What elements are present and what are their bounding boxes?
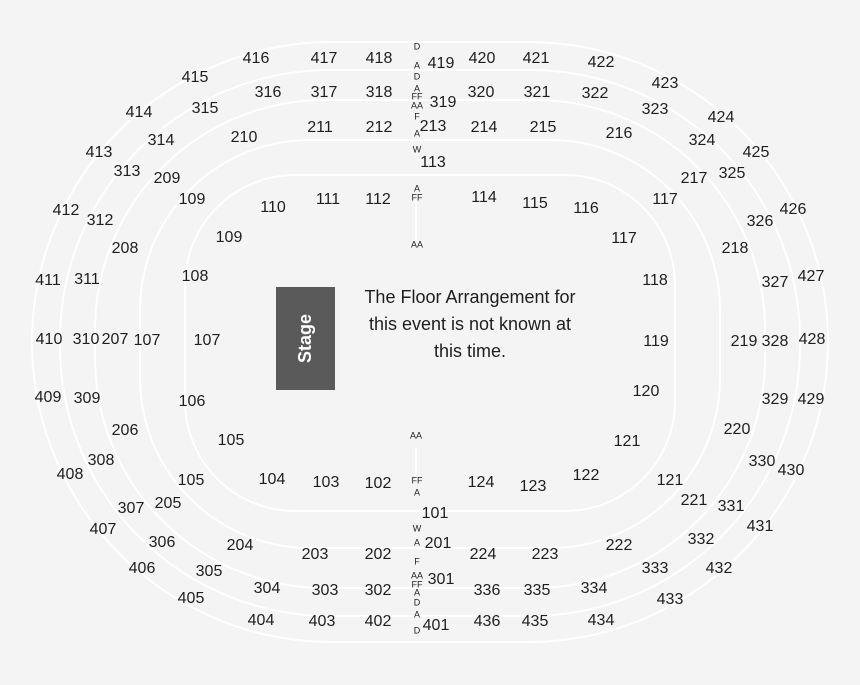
section-426[interactable]: 426	[779, 201, 807, 218]
section-401[interactable]: 401	[422, 617, 450, 634]
aisle-label: A	[413, 183, 421, 194]
section-410[interactable]: 410	[35, 331, 63, 348]
section-307[interactable]: 307	[117, 500, 145, 517]
section-334[interactable]: 334	[580, 580, 608, 597]
section-436[interactable]: 436	[473, 613, 501, 630]
section-325[interactable]: 325	[718, 165, 746, 182]
section-418[interactable]: 418	[365, 50, 393, 67]
section-109[interactable]: 109	[178, 191, 206, 208]
section-318[interactable]: 318	[365, 84, 393, 101]
section-123[interactable]: 123	[519, 478, 547, 495]
section-211[interactable]: 211	[307, 119, 333, 136]
section-216[interactable]: 216	[605, 125, 633, 142]
section-321[interactable]: 321	[523, 84, 551, 101]
section-116[interactable]: 116	[573, 200, 599, 217]
section-124[interactable]: 124	[467, 474, 495, 491]
section-206[interactable]: 206	[111, 422, 139, 439]
aisle-label: AA	[410, 100, 424, 111]
section-411[interactable]: 411	[35, 272, 61, 289]
section-420[interactable]: 420	[468, 50, 496, 67]
section-213[interactable]: 213	[419, 118, 447, 135]
stage	[276, 287, 335, 390]
section-419[interactable]: 419	[427, 55, 455, 72]
section-203[interactable]: 203	[301, 546, 329, 563]
section-105[interactable]: 105	[217, 432, 245, 449]
aisle-label: F	[414, 556, 420, 567]
aisle-label: A	[413, 537, 421, 548]
section-119[interactable]: 119	[643, 333, 669, 350]
aisle-label: A	[413, 609, 421, 620]
section-327[interactable]: 327	[761, 274, 789, 291]
section-324[interactable]: 324	[688, 132, 716, 149]
section-423[interactable]: 423	[651, 75, 679, 92]
section-108[interactable]: 108	[181, 268, 209, 285]
section-110[interactable]: 110	[260, 199, 286, 216]
aisle-label: A	[413, 487, 421, 498]
aisle-label: AA	[410, 239, 424, 250]
section-429[interactable]: 429	[797, 391, 825, 408]
section-221[interactable]: 221	[680, 492, 708, 509]
section-121[interactable]: 121	[613, 433, 641, 450]
section-111[interactable]: 111	[315, 191, 341, 208]
section-406[interactable]: 406	[128, 560, 156, 577]
section-202[interactable]: 202	[364, 546, 392, 563]
aisle-label: AA	[409, 430, 423, 441]
section-102[interactable]: 102	[364, 475, 392, 492]
section-118[interactable]: 118	[642, 272, 668, 289]
section-314[interactable]: 314	[147, 132, 175, 149]
aisle-label: A	[413, 587, 421, 598]
section-103[interactable]: 103	[312, 474, 340, 491]
section-112[interactable]: 112	[365, 191, 391, 208]
section-302[interactable]: 302	[364, 582, 392, 599]
section-205[interactable]: 205	[154, 495, 182, 512]
section-316[interactable]: 316	[254, 84, 282, 101]
section-209[interactable]: 209	[153, 170, 181, 187]
section-109[interactable]: 109	[215, 229, 243, 246]
section-331[interactable]: 331	[717, 498, 745, 515]
section-208[interactable]: 208	[111, 240, 139, 257]
section-104[interactable]: 104	[258, 471, 286, 488]
section-332[interactable]: 332	[687, 531, 715, 548]
section-402[interactable]: 402	[364, 613, 392, 630]
section-105[interactable]: 105	[177, 472, 205, 489]
section-409[interactable]: 409	[34, 389, 62, 406]
section-320[interactable]: 320	[467, 84, 495, 101]
section-222[interactable]: 222	[605, 537, 633, 554]
section-422[interactable]: 422	[587, 54, 615, 71]
section-311[interactable]: 311	[74, 271, 100, 288]
aisle-label: D	[413, 625, 421, 636]
aisle-label: AA	[410, 570, 424, 581]
section-336[interactable]: 336	[473, 582, 501, 599]
section-117[interactable]: 117	[611, 230, 637, 247]
aisle-label: A	[413, 83, 421, 94]
section-201[interactable]: 201	[424, 535, 452, 552]
section-408[interactable]: 408	[56, 466, 84, 483]
section-424[interactable]: 424	[707, 109, 735, 126]
section-301[interactable]: 301	[427, 571, 455, 588]
section-308[interactable]: 308	[87, 452, 115, 469]
section-114[interactable]: 114	[471, 189, 497, 206]
section-113[interactable]: 113	[420, 154, 446, 171]
section-309[interactable]: 309	[73, 390, 101, 407]
section-330[interactable]: 330	[748, 453, 776, 470]
section-432[interactable]: 432	[705, 560, 733, 577]
section-328[interactable]: 328	[761, 333, 789, 350]
section-224[interactable]: 224	[469, 546, 497, 563]
section-120[interactable]: 120	[632, 383, 660, 400]
aisle-label: FF	[411, 579, 423, 590]
section-417[interactable]: 417	[310, 50, 338, 67]
section-107[interactable]: 107	[193, 332, 221, 349]
section-407[interactable]: 407	[89, 521, 117, 538]
section-317[interactable]: 317	[310, 84, 338, 101]
section-220[interactable]: 220	[723, 421, 751, 438]
section-304[interactable]: 304	[253, 580, 281, 597]
section-333[interactable]: 333	[641, 560, 669, 577]
section-403[interactable]: 403	[308, 613, 336, 630]
section-218[interactable]: 218	[721, 240, 749, 257]
section-115[interactable]: 115	[522, 195, 548, 212]
aisle-label: FF	[411, 91, 423, 102]
section-427[interactable]: 427	[797, 268, 825, 285]
aisle-label: D	[413, 597, 421, 608]
aisle-label: FF	[411, 475, 423, 486]
section-428[interactable]: 428	[798, 331, 826, 348]
section-414[interactable]: 414	[125, 104, 153, 121]
section-219[interactable]: 219	[730, 333, 758, 350]
section-335[interactable]: 335	[523, 582, 551, 599]
aisle-label: D	[413, 41, 421, 52]
section-322[interactable]: 322	[581, 85, 609, 102]
section-204[interactable]: 204	[226, 537, 254, 554]
section-323[interactable]: 323	[641, 101, 669, 118]
aisle-label: FF	[411, 192, 423, 203]
section-207[interactable]: 207	[101, 331, 129, 348]
section-101[interactable]: 101	[421, 505, 449, 522]
section-305[interactable]: 305	[195, 563, 223, 580]
section-122[interactable]: 122	[572, 467, 600, 484]
section-117[interactable]: 117	[652, 191, 678, 208]
stage-label: Stage	[295, 313, 315, 364]
section-313[interactable]: 313	[113, 163, 141, 180]
aisle-label: D	[413, 71, 421, 82]
section-107[interactable]: 107	[133, 332, 161, 349]
section-303[interactable]: 303	[311, 582, 339, 599]
section-421[interactable]: 421	[522, 50, 550, 67]
section-425[interactable]: 425	[742, 144, 770, 161]
section-329[interactable]: 329	[761, 391, 789, 408]
section-223[interactable]: 223	[531, 546, 559, 563]
section-310[interactable]: 310	[72, 331, 100, 348]
section-431[interactable]: 431	[746, 518, 774, 535]
section-315[interactable]: 315	[191, 100, 219, 117]
section-214[interactable]: 214	[470, 119, 498, 136]
aisle-label: W	[412, 523, 422, 534]
section-434[interactable]: 434	[587, 612, 615, 629]
section-435[interactable]: 435	[521, 613, 549, 630]
section-215[interactable]: 215	[529, 119, 557, 136]
section-312[interactable]: 312	[86, 212, 114, 229]
section-121[interactable]: 121	[656, 472, 684, 489]
section-306[interactable]: 306	[148, 534, 176, 551]
section-212[interactable]: 212	[365, 119, 393, 136]
aisle-label: A	[413, 60, 421, 71]
section-326[interactable]: 326	[746, 213, 774, 230]
section-416[interactable]: 416	[242, 50, 270, 67]
section-404[interactable]: 404	[247, 612, 275, 629]
section-106[interactable]: 106	[178, 393, 206, 410]
section-413[interactable]: 413	[85, 144, 113, 161]
floor-arrangement-note: The Floor Arrangement for this event is not known at this time.	[364, 287, 576, 361]
section-433[interactable]: 433	[656, 591, 684, 608]
section-412[interactable]: 412	[52, 202, 80, 219]
section-405[interactable]: 405	[177, 590, 205, 607]
section-415[interactable]: 415	[181, 69, 209, 86]
section-430[interactable]: 430	[777, 462, 805, 479]
section-210[interactable]: 210	[230, 129, 258, 146]
section-319[interactable]: 319	[429, 94, 457, 111]
aisle-label: F	[414, 111, 420, 122]
aisle-label: A	[413, 128, 421, 139]
aisle-label: W	[412, 144, 422, 155]
section-217[interactable]: 217	[680, 170, 708, 187]
